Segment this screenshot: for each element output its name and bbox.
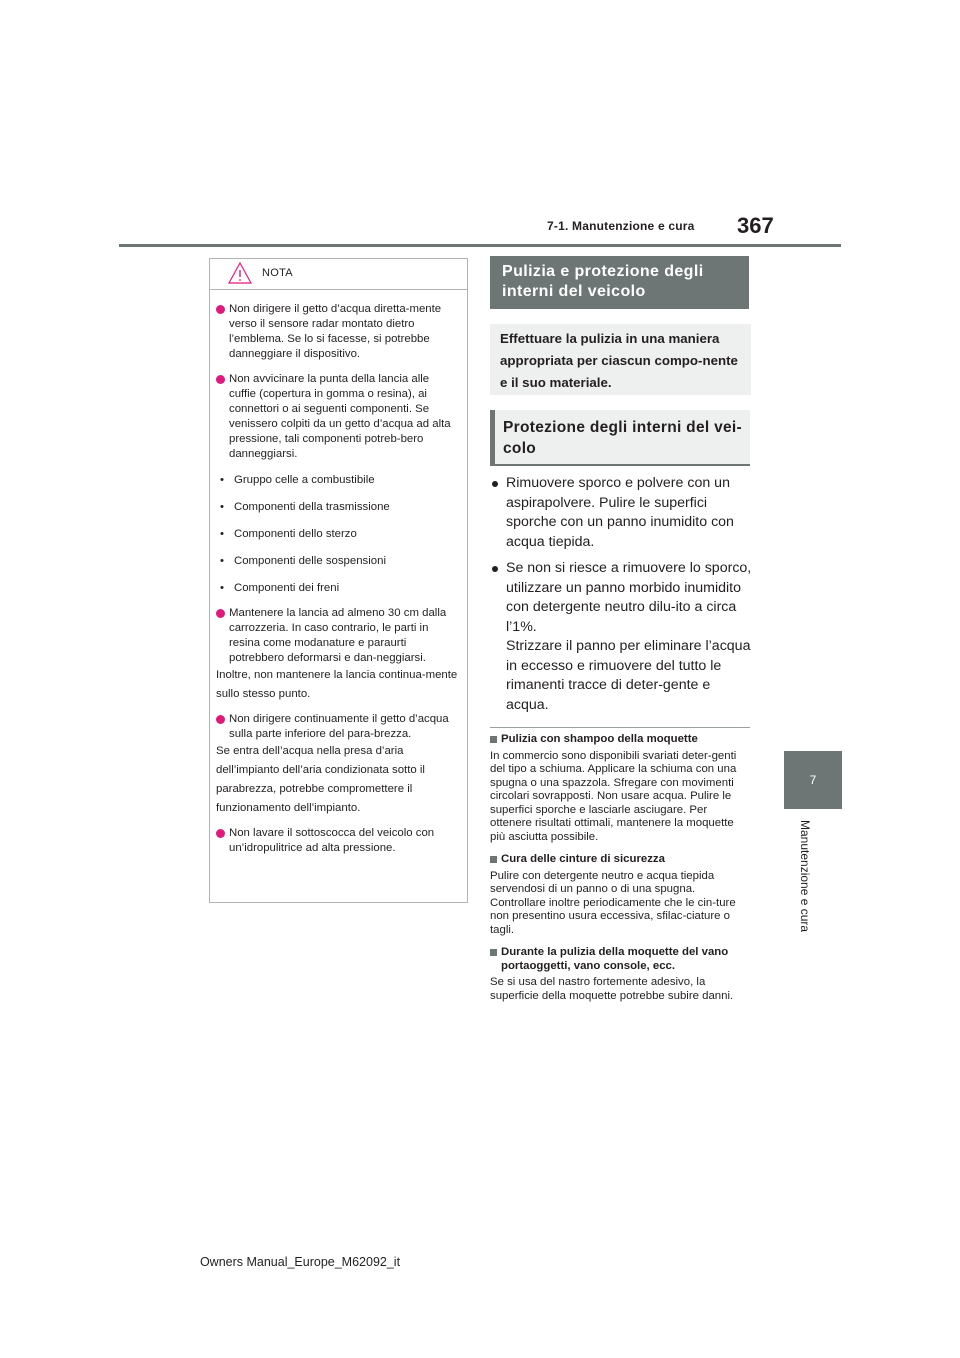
note-item-text: Non avvicinare la punta della lancia alle cuffie (copertura in gomma o resina), ai connettori o ai seguenti componenti. Se venissero colpiti da un getto d’acqua ad alta pressione, tali componenti potreb-bero danneggiarsi. [229, 373, 451, 460]
square-bullet-icon [490, 736, 497, 743]
bullet-dot-icon [216, 375, 225, 384]
page-number: 367 [737, 213, 774, 238]
note-header [210, 259, 467, 290]
square-bullet-icon [490, 856, 497, 863]
tip-title: Cura delle cinture di sicurezza [490, 853, 752, 867]
component-item: • Componenti dei freni [220, 582, 340, 594]
component-item: • Componenti dello sterzo [220, 528, 357, 540]
warning-triangle-icon [228, 262, 252, 284]
bullet-dot-icon [216, 829, 225, 838]
tips-section [490, 733, 752, 1012]
main-list [490, 474, 752, 722]
footer-text: Owners Manual_Europe_M62092_it [199, 1255, 401, 1269]
bullet-icon [492, 481, 498, 487]
tip [490, 946, 752, 1003]
note-item-text: Non dirigere il getto d’acqua diretta-mente verso il sensore radar montato dietro l’emblema. Se lo si facesse, si potrebbe danneggiare il dispositivo. [229, 303, 442, 360]
tip-text: In commercio sono disponibili svariati deter-genti del tipo a schiuma. Applicare la schiuma con una spugna o una spazzola. Sfregare con movimenti circolari sovrapposti. Non usare acqua. Pulire le superfici sporche e lasciarle asciugare. Per ottenere risultati ottimali, mantenere la moquette più asciutta possibile. [490, 749, 737, 843]
subheading: Protezione degli interni del vei-colo [490, 410, 750, 466]
square-bullet-icon [490, 949, 497, 956]
section-title: 7-1. Manutenzione e cura [547, 219, 695, 233]
note-item-extra: Se entra dell’acqua nella presa d’aria dell’impianto dell’aria condizionata sotto il parabrezza, potrebbe compromettere il funzionamento dell’impianto. [216, 745, 425, 814]
note-box [209, 258, 468, 903]
note-item [216, 712, 459, 742]
note-item [216, 606, 459, 666]
bullet-icon [492, 566, 498, 572]
tip-title: Durante la pulizia della moquette del vano portaoggetti, vano console, ecc. [490, 946, 752, 973]
component-item: • Componenti della trasmissione [220, 501, 390, 513]
list-item [490, 559, 752, 715]
list-item-extra: Strizzare il panno per eliminare l’acqua in eccesso e rimuovere del tutto le rimanenti tracce di deter-gente e acqua. [506, 638, 751, 713]
note-item-text: Non lavare il sottoscocca del veicolo con un’idropulitrice ad alta pressione. [229, 827, 435, 854]
component-item: • Componenti delle sospensioni [220, 555, 386, 567]
bullet-dot-icon [216, 609, 225, 618]
list-item-text: Se non si riesce a rimuovere lo sporco, utilizzare un panno morbido inumidito con detergente neutro dilu-ito a circa l’1%. [506, 560, 752, 635]
tip [490, 853, 752, 937]
intro-box: Effettuare la pulizia in una maniera appropriata per ciascun compo-nente e il suo materiale. [490, 324, 751, 395]
tip-title: Pulizia con shampoo della moquette [490, 733, 752, 747]
tip-text: Pulire con detergente neutro e acqua tiepida servendosi di un panno o di una spugna. Controllare inoltre periodicamente che le cin-ture non presentino usura eccessiva, sfilac-ciature o tagli. [490, 869, 736, 936]
note-body [210, 290, 467, 856]
note-title: NOTA [262, 267, 293, 279]
bullet-dot-icon [216, 305, 225, 314]
bullet-dot-icon [216, 715, 225, 724]
header-divider [119, 244, 841, 247]
note-item [216, 826, 459, 856]
divider [490, 727, 750, 728]
note-item [216, 372, 459, 462]
note-item-extra: Inoltre, non mantenere la lancia continua-mente sullo stesso punto. [216, 669, 458, 700]
chapter-tab[interactable]: 7 [784, 751, 842, 809]
note-item [216, 302, 459, 362]
note-item-text: Non dirigere continuamente il getto d’acqua sulla parte inferiore del para-brezza. [229, 713, 449, 740]
tip-text: Se si usa del nastro fortemente adesivo, la superficie della moquette potrebbe subire danni. [490, 976, 734, 1002]
component-item: • Gruppo celle a combustibile [220, 474, 375, 486]
list-item-text: Rimuovere sporco e polvere con un aspirapolvere. Pulire le superfici sporche con un panno inumidito con acqua tiepida. [506, 475, 734, 550]
note-item-text: Mantenere la lancia ad almeno 30 cm dalla carrozzeria. In caso contrario, le parti in resina come modanature e paraurti potrebbero deformarsi e dan-neggiarsi. [229, 607, 447, 664]
chapter-label: Manutenzione e cura [798, 820, 812, 933]
section-heading: Pulizia e protezione degli interni del veicolo [490, 256, 749, 309]
tip [490, 733, 752, 844]
list-item [490, 474, 752, 552]
